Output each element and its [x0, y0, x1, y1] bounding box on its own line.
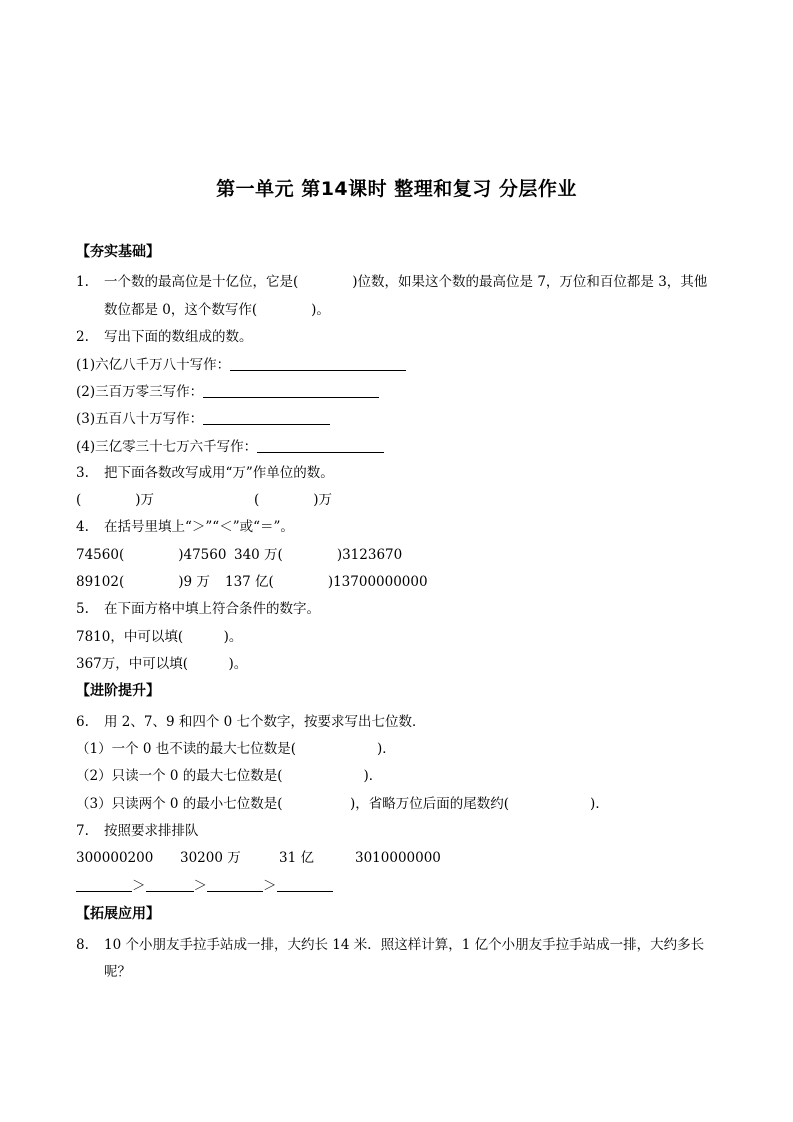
answer-blank[interactable] — [257, 439, 384, 453]
question-number: 8. — [76, 937, 89, 953]
question-text: 用 2、7、9 和四个 0 七个数字，按要求写出七位数． — [104, 714, 426, 730]
question-7-number-3: 31 亿 — [279, 850, 314, 866]
question-6 — [76, 712, 426, 732]
question-5-answer-b: 367万，中可以填( )。 — [76, 656, 248, 672]
question-7-number-4: 3010000000 — [355, 850, 441, 866]
question-number: 6. — [76, 714, 89, 730]
question-2-item-2 — [76, 382, 379, 402]
section-heading-basic: 【夯实基础】 — [76, 244, 160, 260]
greater-than-sign: ＞ — [193, 878, 207, 894]
section-heading-advanced: 【进阶提升】 — [76, 683, 160, 699]
question-5 — [76, 599, 320, 619]
question-3 — [76, 463, 334, 483]
question-7-number-1: 300000200 — [76, 850, 154, 866]
page-title: 第一单元 第14课时 整理和复习 分层作业 — [216, 178, 577, 200]
answer-blank[interactable] — [207, 878, 263, 892]
answer-blank[interactable] — [146, 878, 194, 892]
question-5-answer-a: 7810，中可以填( )。 — [76, 629, 243, 645]
question-text: 10 个小朋友手拉手站成一排，大约长 14 米．照这样计算，1 亿个小朋友手拉手站成一排，大约多长 — [104, 937, 705, 953]
question-2-item-1 — [76, 355, 406, 375]
question-7 — [76, 821, 199, 841]
question-2-item-3 — [76, 409, 330, 429]
question-3-answer-a: ( )万 — [76, 492, 155, 508]
question-8-line-1 — [76, 935, 704, 955]
question-text: 在括号里填上“＞”“＜”或“＝”。 — [104, 519, 294, 535]
greater-than-sign: ＞ — [132, 878, 146, 894]
question-8-line-2: 呢？ — [104, 964, 131, 980]
question-4 — [76, 517, 294, 537]
question-number: 4. — [76, 519, 89, 535]
question-text: 一个数的最高位是十亿位，它是( )位数，如果这个数的最高位是 7，万位和百位都是 3，其他 — [104, 274, 708, 290]
question-number: 7. — [76, 823, 89, 839]
question-2-item-4 — [76, 437, 384, 457]
question-text: 把下面各数改写成用“万”作单位的数。 — [104, 465, 334, 481]
answer-blank[interactable] — [76, 878, 132, 892]
question-text: 按照要求排排队 — [104, 823, 199, 839]
question-1-line-2: 数位都是 0，这个数写作( )。 — [104, 302, 330, 318]
question-number: 5. — [76, 601, 89, 617]
question-number: 2. — [76, 329, 89, 345]
question-4-row-1a: 74560( )47560 — [76, 547, 227, 563]
question-4-row-1b: 340 万( )3123670 — [234, 547, 403, 563]
question-4-row-2b: 137 亿( )13700000000 — [225, 574, 428, 590]
answer-blank[interactable] — [277, 878, 333, 892]
section-heading-extend: 【拓展应用】 — [76, 906, 160, 922]
question-7-number-2: 30200 万 — [180, 850, 241, 866]
question-2 — [76, 327, 253, 347]
question-4-row-2a: 89102( )9 万 — [76, 574, 210, 590]
question-text: 在下面方格中填上符合条件的数字。 — [104, 601, 320, 617]
item-label: (1)六亿八千万八十写作： — [76, 357, 231, 373]
item-label: (3)五百八十万写作： — [76, 411, 204, 427]
question-number: 3. — [76, 465, 89, 481]
answer-blank[interactable] — [203, 384, 379, 398]
question-number: 1. — [76, 274, 89, 290]
question-text: 写出下面的数组成的数。 — [104, 329, 253, 345]
item-label: (2)三百万零三写作： — [76, 384, 204, 400]
item-label: (4)三亿零三十七万六千写作： — [76, 439, 258, 455]
greater-than-sign: ＞ — [263, 878, 277, 894]
question-7-order-line — [76, 876, 333, 896]
question-6-part-3: （3）只读两个 0 的最小七位数是( )，省略万位后面的尾数约( )． — [76, 796, 609, 812]
question-1-line-1 — [76, 272, 707, 292]
question-3-answer-b: ( )万 — [254, 492, 333, 508]
question-6-part-1: （1）一个 0 也不读的最大七位数是( )． — [76, 741, 396, 757]
question-6-part-2: （2）只读一个 0 的最大七位数是( )． — [76, 768, 383, 784]
answer-blank[interactable] — [203, 411, 330, 425]
answer-blank[interactable] — [230, 357, 406, 371]
